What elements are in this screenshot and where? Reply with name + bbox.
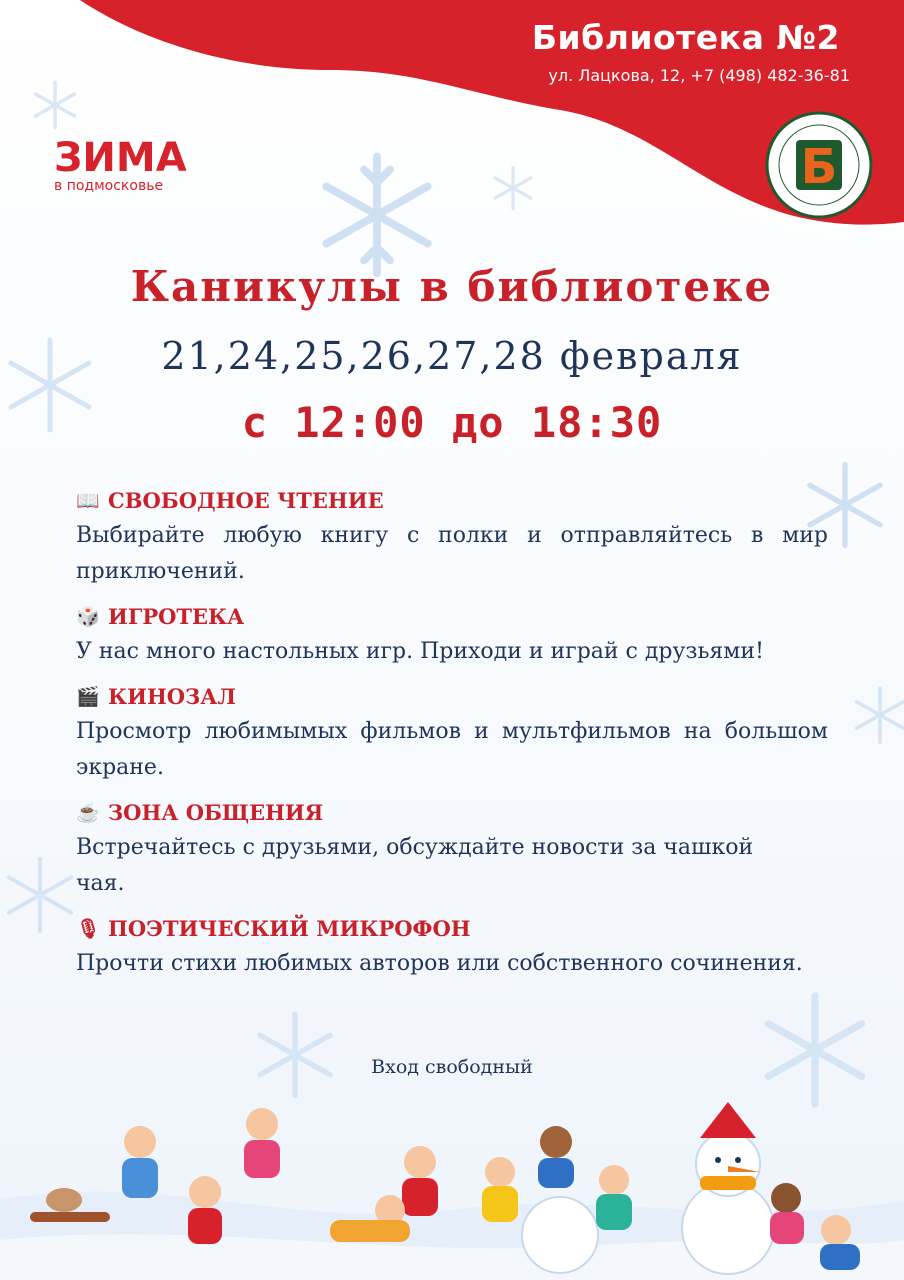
- clapperboard-icon: 🎬: [76, 686, 100, 708]
- microphone-icon: 🎙: [76, 918, 101, 940]
- section-text: Просмотр любимымых фильмов и мультфильмов на большом экране.: [76, 719, 828, 780]
- section-poetry-mic: [76, 912, 828, 982]
- section-title: ЗОНА ОБЩЕНИЯ: [108, 800, 324, 825]
- book-icon: 📖: [76, 490, 100, 512]
- section-title: КИНОЗАЛ: [108, 684, 236, 709]
- section-text: Встречайтесь с друзьями, обсуждайте новости за чашкой чая.: [76, 835, 754, 896]
- section-title: ПОЭТИЧЕСКИЙ МИКРОФОН: [108, 916, 471, 941]
- section-title: СВОБОДНОЕ ЧТЕНИЕ: [108, 488, 384, 513]
- event-time: с 12:00 до 18:30: [241, 398, 663, 447]
- snowflake-icon: [312, 150, 442, 280]
- coffee-cup-icon: ☕: [76, 802, 100, 824]
- section-game-room: [76, 600, 828, 670]
- library-logo-icon: [764, 110, 874, 220]
- section-social-zone: [76, 796, 828, 902]
- children-in-snow-illustration: [0, 1080, 904, 1280]
- library-address: ул. Лацкова, 12, +7 (498) 482-36-81: [548, 66, 850, 85]
- snowflake-icon: [0, 840, 80, 950]
- zima-brand: ЗИМА: [54, 135, 187, 181]
- snowflake-icon: [490, 165, 536, 211]
- event-title: Каникулы в библиотеке: [130, 262, 774, 311]
- zima-brand-subtitle: в подмосковье: [54, 178, 164, 194]
- event-dates: 21,24,25,26,27,28 февраля: [161, 334, 743, 378]
- section-text: Выбирайте любую книгу с полки и отправляйтесь в мир приключений.: [76, 523, 828, 584]
- section-title: ИГРОТЕКА: [108, 604, 245, 629]
- section-text: Прочти стихи любимых авторов или собственного сочинения.: [76, 951, 803, 976]
- library-name: Библиотека №2: [531, 18, 840, 57]
- free-entry-note: Вход свободный: [371, 1056, 533, 1078]
- section-free-reading: [76, 484, 828, 590]
- dice-icon: 🎲: [76, 606, 100, 628]
- section-text: У нас много настольных игр. Приходи и играй с друзьями!: [76, 639, 764, 664]
- activities-list: [76, 484, 828, 992]
- snowflake-icon: [30, 80, 80, 130]
- section-cinema: [76, 680, 828, 786]
- svg-text:Б: Б: [800, 139, 838, 195]
- snowflake-icon: [850, 660, 904, 770]
